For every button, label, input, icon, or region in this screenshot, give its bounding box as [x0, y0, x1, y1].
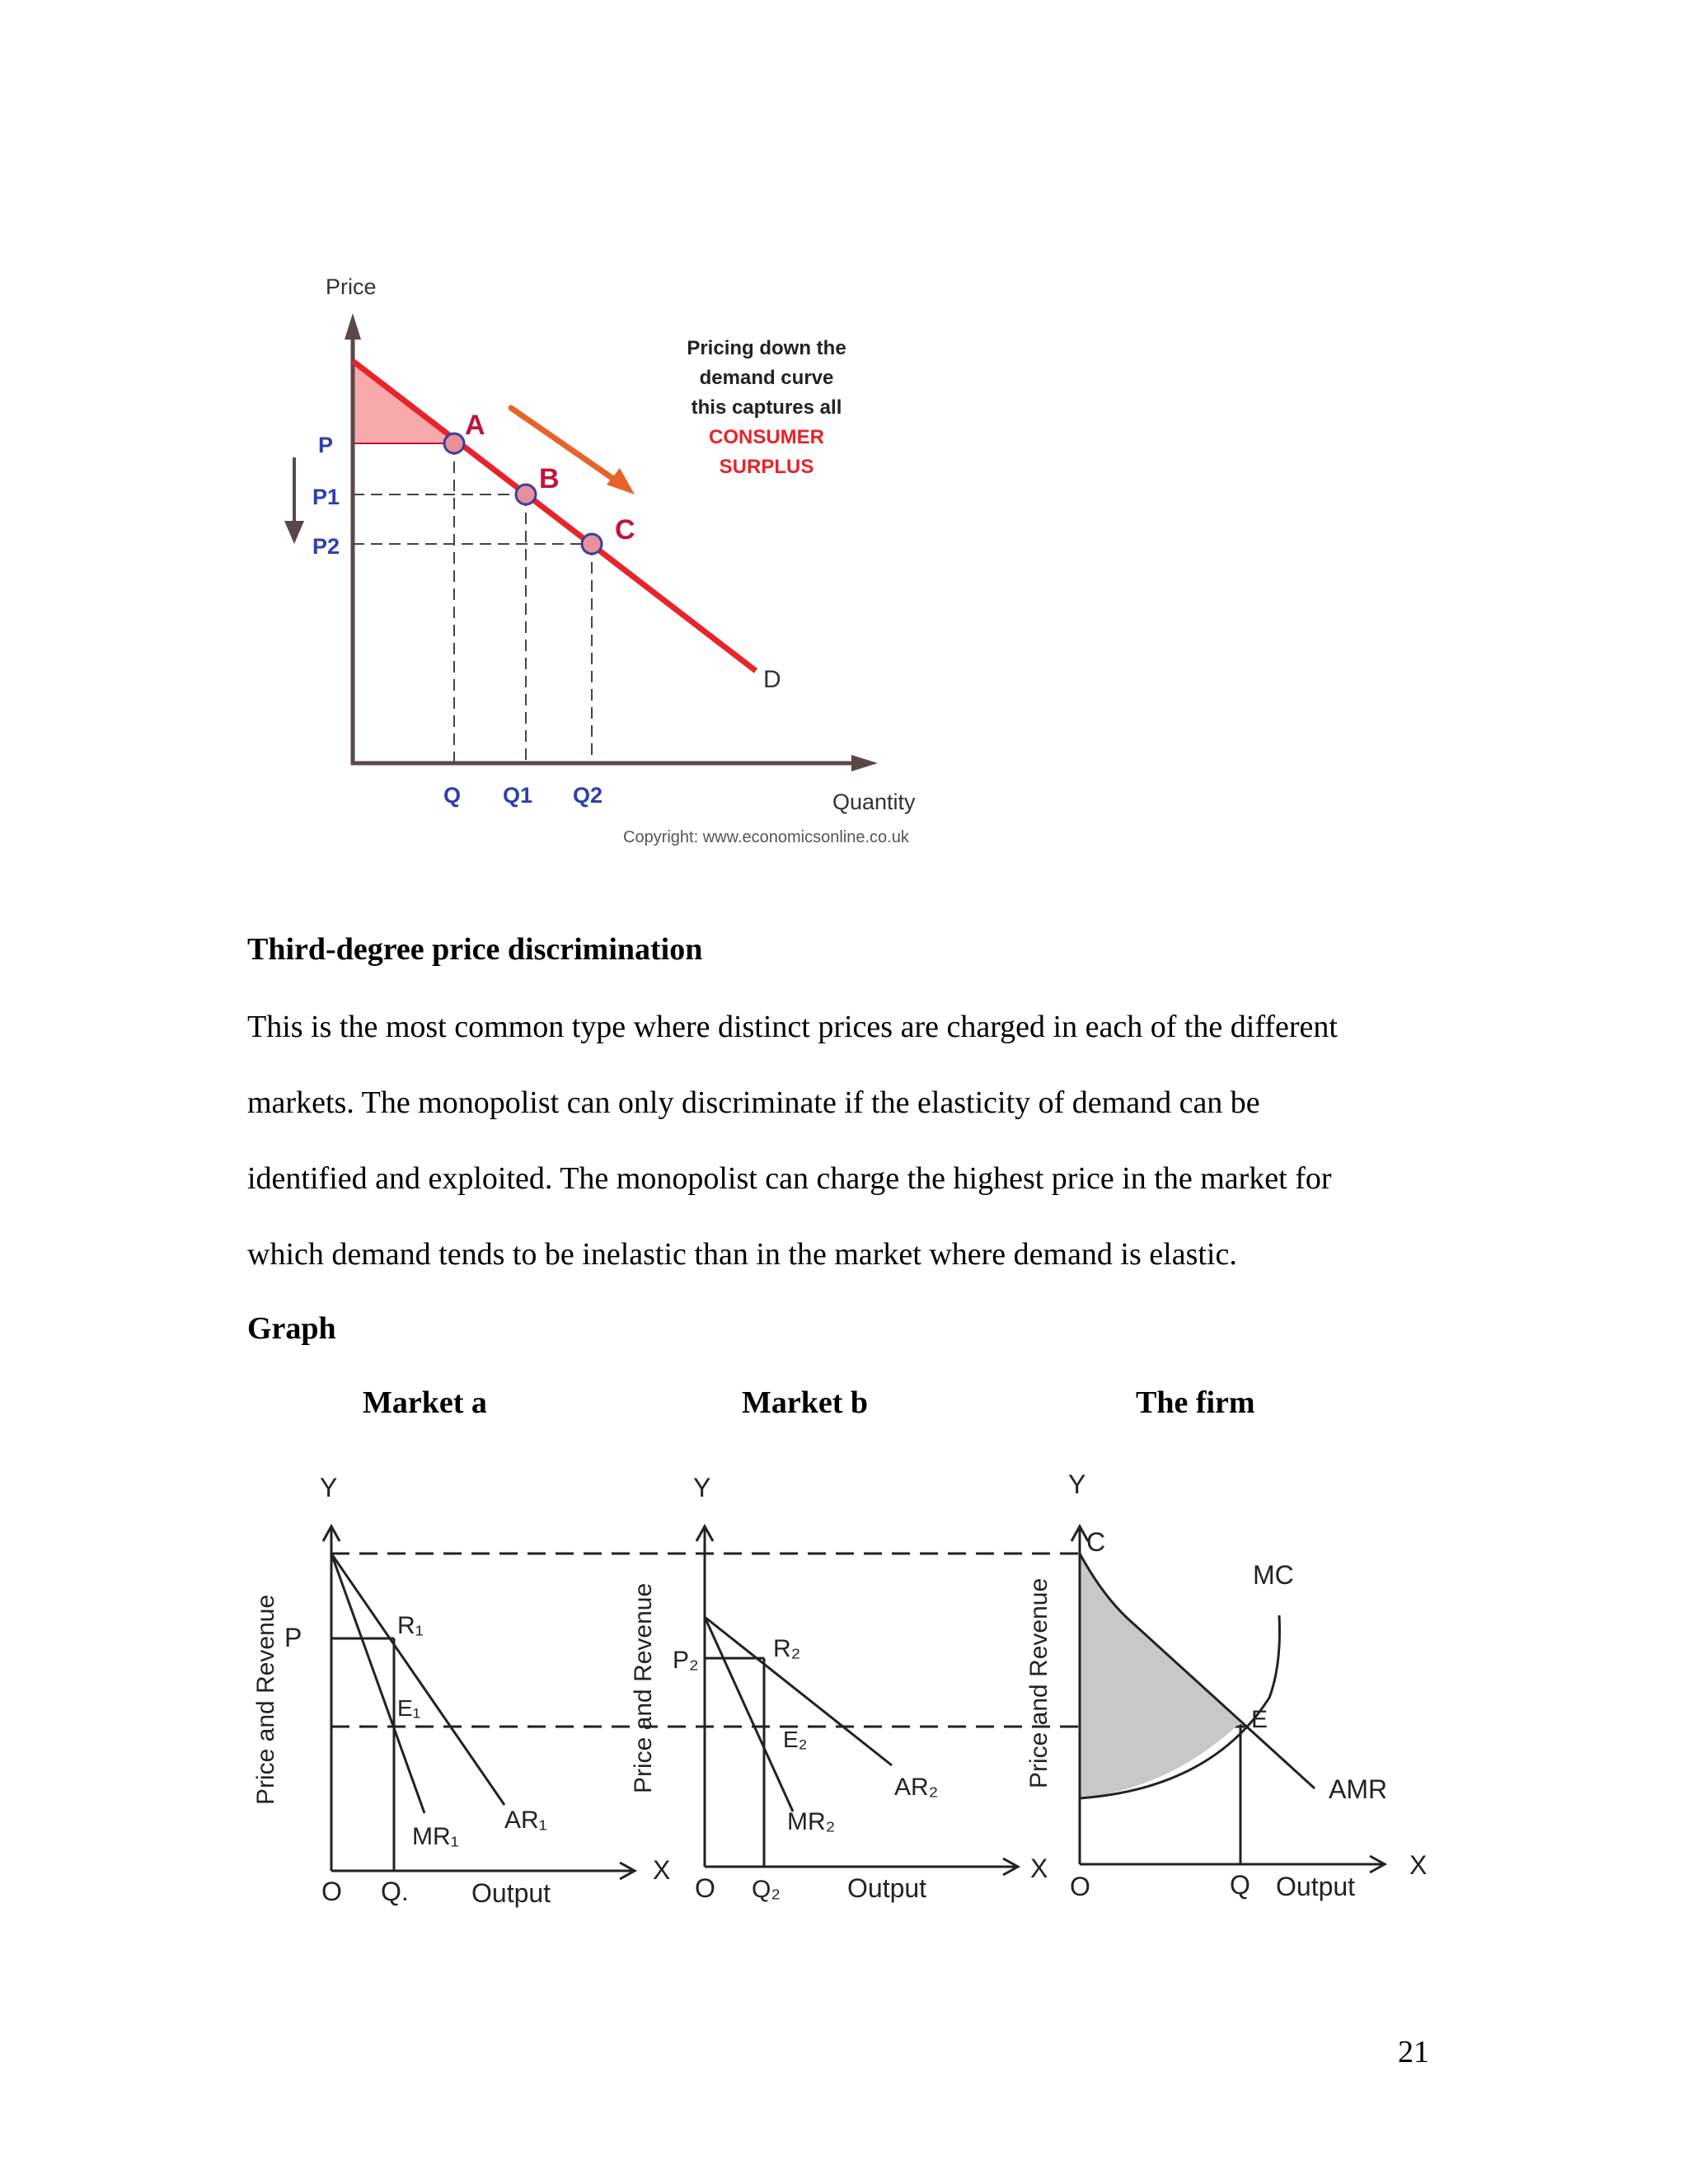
market-b-x-axis-label: X	[1030, 1854, 1048, 1883]
firm-mc-label: MC	[1253, 1560, 1294, 1590]
paragraph-line: identified and exploited. The monopolist can charge the highest price in the market for	[247, 1161, 1332, 1196]
y-axis-label: Price	[326, 274, 377, 299]
firm-quantity: Q	[1230, 1870, 1250, 1900]
price-label-p2: P2	[312, 534, 340, 559]
paragraph-line: This is the most common type where distinct prices are charged in each of the different	[247, 1010, 1338, 1044]
firm-x-axis-label: X	[1409, 1850, 1428, 1880]
paragraph-line: which demand tends to be inelastic than in the market where demand is elastic.	[247, 1237, 1237, 1272]
market-a-price-revenue: Price and Revenue	[252, 1594, 279, 1805]
market-a-output-label: Output	[471, 1878, 551, 1908]
section-heading: Third-degree price discrimination	[247, 932, 703, 967]
market-b-price: P₂	[673, 1647, 699, 1674]
market-a-price: P	[284, 1623, 302, 1652]
firm-price-revenue: Price and Revenue	[1025, 1577, 1053, 1788]
y-axis-arrow-icon	[345, 313, 361, 340]
pricing-direction-arrow	[511, 408, 618, 482]
note-line-4: CONSUMER	[708, 426, 825, 448]
point-c	[582, 534, 602, 554]
market-b-title: Market b	[742, 1385, 869, 1420]
price-label-p: P	[318, 433, 334, 457]
firm-graph	[1071, 1526, 1388, 1872]
paragraph-line: markets. The monopolist can only discriminate if the elasticity of demand can be	[247, 1085, 1260, 1120]
point-label-c: C	[615, 514, 635, 546]
graph-heading: Graph	[247, 1311, 336, 1346]
market-a-y-axis-label: Y	[320, 1473, 338, 1502]
market-a-title: Market a	[363, 1385, 487, 1420]
market-a-r-point: R₁	[397, 1612, 424, 1639]
market-b-origin: O	[695, 1873, 715, 1903]
market-b-e-point: E₂	[783, 1727, 808, 1752]
note-line-1: Pricing down the	[687, 337, 846, 359]
note-line-5: SURPLUS	[719, 456, 814, 478]
note-line-3: this captures all	[691, 396, 842, 419]
market-a-origin: O	[321, 1877, 342, 1906]
market-b-quantity: Q₂	[752, 1876, 781, 1903]
note-line-2: demand curve	[699, 367, 834, 389]
market-b-r-point: R₂	[773, 1635, 801, 1662]
price-down-arrow-icon	[284, 521, 304, 544]
market-a-mr-label: MR₁	[412, 1823, 459, 1850]
x-axis-arrow-icon	[851, 755, 878, 771]
page-number: 21	[1398, 2035, 1429, 2069]
point-label-b: B	[539, 463, 560, 494]
firm-c-point: C	[1086, 1527, 1106, 1557]
market-a-x-axis-label: X	[653, 1855, 671, 1885]
market-b-ar-label: AR₂	[894, 1774, 939, 1801]
market-b-output-label: Output	[847, 1873, 927, 1903]
market-b-y-axis-label: Y	[693, 1473, 711, 1502]
pricing-note	[687, 337, 846, 478]
demand-curve-figure	[247, 264, 989, 857]
demand-curve-label: D	[763, 666, 781, 693]
firm-title: The firm	[1136, 1385, 1255, 1420]
point-label-a: A	[465, 410, 485, 441]
firm-y-axis-label: Y	[1068, 1469, 1086, 1499]
market-a-e-point: E₁	[397, 1695, 421, 1721]
pricing-arrow-head-icon	[607, 468, 635, 494]
x-axis-label: Quantity	[832, 790, 916, 814]
market-a-ar-label: AR₁	[504, 1807, 547, 1834]
market-a-mr-curve	[331, 1554, 424, 1813]
point-a	[444, 434, 464, 453]
firm-e-point: E	[1251, 1706, 1268, 1733]
copyright-note: Copyright: www.economicsonline.co.uk	[623, 828, 909, 846]
firm-output-label: Output	[1276, 1872, 1356, 1901]
market-a-quantity: Q.	[381, 1877, 409, 1906]
third-degree-discrimination-graphs	[239, 1459, 1459, 1929]
firm-amr-label: AMR	[1329, 1774, 1388, 1804]
market-b-price-revenue: Price and Revenue	[630, 1582, 657, 1793]
price-label-p1: P1	[312, 485, 340, 509]
market-b-mr-label: MR₂	[787, 1808, 836, 1835]
quantity-label-q: Q	[443, 783, 462, 808]
firm-origin: O	[1070, 1872, 1090, 1901]
market-a-ar-curve	[331, 1554, 504, 1805]
point-b	[516, 485, 536, 504]
quantity-label-q2: Q2	[573, 783, 603, 808]
market-b-graph	[696, 1526, 1018, 1875]
quantity-label-q1: Q1	[503, 783, 533, 808]
market-a-graph	[323, 1526, 635, 1879]
